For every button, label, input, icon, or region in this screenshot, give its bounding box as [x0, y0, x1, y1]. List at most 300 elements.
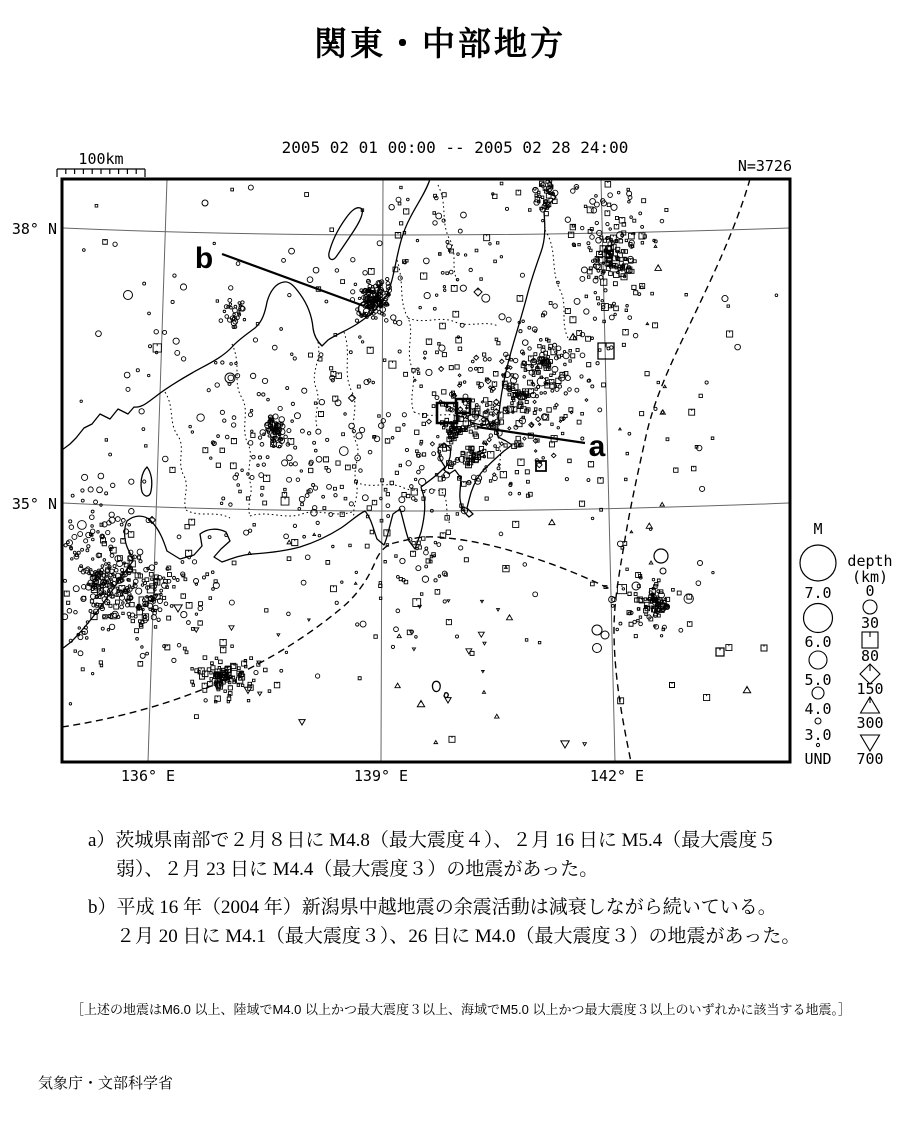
- map-canvas: [62, 179, 790, 762]
- callout-b: [195, 242, 364, 306]
- criteria-note: ［上述の地震はM6.0 以上、陸域でM4.0 以上かつ最大震度３以上、海域でM5.0 以上かつ最大震度３以上のいずれかに該当する地震。］: [70, 1002, 852, 1017]
- earthquake-symbol: [628, 316, 632, 320]
- earthquake-symbol: [475, 249, 478, 252]
- earthquake-symbol: [398, 202, 401, 205]
- earthquake-symbol: [368, 268, 374, 274]
- legend-depth-700: 700: [856, 750, 884, 768]
- earthquake-symbol: [660, 502, 664, 506]
- earthquake-symbol: [181, 561, 184, 564]
- earthquake-symbol: [101, 565, 104, 568]
- earthquake-symbol: [386, 277, 389, 280]
- earthquake-symbol: [326, 561, 330, 565]
- earthquake-symbol: [98, 473, 104, 479]
- earthquake-symbol: [642, 199, 646, 203]
- earthquake-symbol: [66, 541, 69, 544]
- earthquake-symbol: [289, 463, 292, 466]
- earthquake-symbol: [635, 598, 639, 602]
- earthquake-symbol: [136, 638, 139, 641]
- earthquake-symbol: [617, 541, 623, 547]
- earthquake-symbol: [225, 315, 229, 319]
- earthquake-symbol: [191, 680, 194, 683]
- earthquake-symbol: [611, 204, 617, 210]
- earthquake-symbol: [700, 486, 705, 491]
- earthquake-symbol: [186, 621, 190, 625]
- earthquake-symbol: [262, 393, 265, 396]
- earthquake-symbol: [633, 219, 636, 222]
- earthquake-symbol: [467, 459, 470, 462]
- earthquake-symbol: [525, 400, 528, 403]
- earthquake-symbol: [449, 270, 453, 274]
- earthquake-symbol: [640, 412, 644, 416]
- earthquake-symbol: [189, 425, 192, 428]
- earthquake-symbol: [153, 344, 161, 352]
- earthquake-symbol: [78, 651, 83, 656]
- earthquake-symbol: [247, 699, 249, 701]
- earthquake-symbol: [324, 457, 329, 462]
- earthquake-symbol: [446, 620, 451, 625]
- earthquake-symbol: [86, 621, 89, 624]
- earthquake-symbol: [414, 379, 416, 381]
- earthquake-symbol: [288, 438, 294, 444]
- earthquake-symbol: [545, 338, 548, 341]
- earthquake-symbol: [534, 188, 537, 191]
- earthquake-symbol: [160, 593, 162, 595]
- earthquake-symbol: [541, 196, 543, 198]
- earthquake-symbol: [487, 452, 493, 458]
- earthquake-symbol: [266, 423, 268, 425]
- earthquake-symbol: [235, 374, 239, 378]
- earthquake-symbol: [78, 532, 83, 537]
- earthquake-symbol: [449, 366, 453, 370]
- earthquake-symbol: [580, 276, 585, 281]
- earthquake-symbol: [565, 308, 570, 313]
- earthquake-symbol: [361, 341, 363, 343]
- earthquake-symbol: [550, 442, 555, 447]
- earthquake-symbol: [538, 195, 541, 198]
- earthquake-symbol: [525, 639, 528, 642]
- earthquake-symbol: [677, 591, 681, 595]
- earthquake-symbol: [626, 452, 628, 454]
- earthquake-symbol: [208, 536, 211, 539]
- earthquake-symbol: [260, 494, 263, 497]
- earthquake-symbol: [137, 549, 143, 555]
- earthquake-symbol: [453, 462, 456, 465]
- earthquake-symbol: [550, 374, 552, 376]
- earthquake-symbol: [204, 699, 207, 702]
- earthquake-symbol: [231, 423, 235, 427]
- earthquake-symbol: [215, 361, 217, 363]
- earthquake-symbol: [439, 366, 444, 371]
- earthquake-symbol: [646, 523, 652, 528]
- earthquake-symbol: [590, 199, 596, 205]
- earthquake-symbol: [699, 394, 702, 397]
- earthquake-symbol: [394, 627, 399, 632]
- earthquake-symbol: [585, 295, 588, 298]
- earthquake-symbol: [355, 319, 358, 322]
- earthquake-symbol: [162, 577, 164, 579]
- earthquake-symbol: [291, 402, 294, 405]
- prefecture-border-line: [186, 510, 230, 518]
- earthquake-symbol: [456, 278, 459, 281]
- earthquake-symbol: [492, 382, 496, 386]
- legend-depth-30: 30: [860, 614, 880, 632]
- earthquake-symbol: [305, 555, 310, 560]
- earthquake-symbol: [81, 668, 84, 671]
- earthquake-symbol: [282, 492, 286, 496]
- earthquake-symbol: [552, 366, 558, 372]
- earthquake-symbol: [384, 560, 386, 562]
- earthquake-symbol: [670, 683, 675, 688]
- earthquake-symbol: [456, 337, 462, 343]
- earthquake-symbol: [426, 339, 431, 344]
- earthquake-symbol: [148, 374, 150, 376]
- earthquake-symbol: [244, 530, 249, 535]
- earthquake-symbol: [280, 328, 283, 331]
- earthquake-symbol: [74, 650, 76, 652]
- earthquake-symbol: [470, 651, 474, 655]
- earthquake-symbol: [591, 208, 596, 213]
- earthquake-symbol: [653, 323, 658, 328]
- earthquake-symbol: [258, 692, 262, 696]
- earthquake-symbol: [141, 584, 143, 586]
- earthquake-symbol: [228, 298, 232, 302]
- earthquake-symbol: [314, 402, 316, 404]
- earthquake-symbol: [344, 413, 346, 415]
- earthquake-symbol: [641, 242, 643, 244]
- earthquake-symbol: [569, 349, 571, 351]
- earthquake-symbol: [170, 467, 175, 472]
- earthquake-symbol: [536, 361, 539, 364]
- earthquake-symbol: [508, 393, 511, 396]
- earthquake-symbol: [625, 478, 627, 480]
- earthquake-symbol: [301, 503, 304, 506]
- earthquake-symbol: [460, 285, 466, 291]
- earthquake-symbol: [380, 497, 383, 500]
- callout-a-leader-line: [477, 427, 585, 443]
- earthquake-symbol: [652, 578, 655, 581]
- earthquake-symbol: [341, 581, 343, 583]
- earthquake-symbol: [614, 272, 620, 278]
- earthquake-symbol: [203, 688, 207, 692]
- earthquake-symbol: [322, 495, 325, 498]
- prefecture-border-line: [438, 185, 458, 282]
- legend-depth-title-2: (km): [851, 568, 889, 586]
- earthquake-symbol: [609, 228, 611, 230]
- earthquake-symbol: [632, 285, 636, 289]
- earthquake-symbol: [666, 438, 669, 441]
- earthquake-symbol: [395, 683, 400, 688]
- earthquake-symbol: [500, 359, 504, 363]
- earthquake-symbol: [486, 404, 489, 407]
- earthquake-symbol: [490, 412, 493, 415]
- earthquake-symbol: [538, 191, 540, 193]
- earthquake-symbol: [314, 449, 317, 452]
- earthquake-symbol: [360, 621, 366, 627]
- earthquake-symbol: [564, 363, 567, 366]
- earthquake-symbol: [489, 480, 491, 482]
- earthquake-symbol: [219, 319, 223, 323]
- annotation-b-line1: b）平成 16 年（2004 年）新潟県中越地震の余震活動は減衰しながら続いている。: [88, 897, 777, 918]
- earthquake-symbol: [301, 580, 306, 585]
- earthquake-symbol: [128, 585, 130, 587]
- earthquake-symbol: [298, 507, 301, 510]
- earthquake-symbol: [294, 446, 297, 449]
- earthquake-symbol: [412, 648, 415, 651]
- earthquake-symbol: [95, 204, 98, 207]
- earthquake-symbol: [420, 443, 422, 445]
- earthquake-symbol: [422, 576, 428, 582]
- earthquake-symbol: [455, 365, 459, 369]
- earthquake-symbol: [775, 294, 778, 297]
- earthquake-symbol: [349, 423, 355, 429]
- earthquake-symbol: [356, 623, 359, 626]
- earthquake-symbol: [191, 668, 193, 670]
- earthquake-symbol: [472, 399, 475, 402]
- earthquake-symbol: [230, 306, 233, 309]
- earthquake-symbol: [696, 581, 701, 586]
- prefecture-border-line: [397, 260, 414, 412]
- earthquake-symbol: [239, 490, 242, 493]
- trench-line: [614, 179, 750, 762]
- prefecture-border-line: [545, 230, 568, 338]
- earthquake-symbol: [151, 578, 153, 580]
- earthquake-symbol: [232, 561, 236, 565]
- earthquake-symbol: [518, 459, 524, 465]
- earthquake-symbol: [424, 351, 427, 354]
- earthquake-symbol: [230, 463, 236, 469]
- legend-m4-label: 4.0: [804, 700, 832, 718]
- earthquake-symbol: [142, 428, 145, 431]
- earthquake-symbol: [173, 274, 176, 277]
- earthquake-symbol: [547, 356, 550, 359]
- earthquake-symbol: [217, 435, 220, 438]
- earthquake-symbol: [352, 430, 355, 433]
- earthquake-symbol: [391, 315, 396, 320]
- earthquake-symbol: [539, 339, 542, 342]
- earthquake-symbol: [604, 289, 607, 292]
- legend-m5-label: 5.0: [804, 671, 832, 689]
- earthquake-symbol: [210, 457, 212, 459]
- earthquake-symbol: [417, 470, 421, 474]
- earthquake-symbol: [464, 254, 466, 256]
- earthquake-symbol: [124, 372, 130, 378]
- earthquake-symbol: [434, 741, 438, 744]
- earthquake-symbol: [73, 586, 79, 592]
- earthquake-symbol: [316, 456, 322, 462]
- earthquake-symbol: [211, 666, 215, 670]
- earthquake-symbol: [528, 326, 531, 329]
- earthquake-symbol: [551, 423, 553, 425]
- earthquake-symbol: [488, 401, 492, 405]
- earthquake-symbol: [175, 350, 180, 355]
- earthquake-symbol: [256, 323, 259, 326]
- earthquake-symbol: [442, 426, 444, 428]
- earthquake-symbol: [495, 338, 498, 341]
- earthquake-symbol: [587, 479, 590, 482]
- earthquake-symbol: [210, 672, 212, 674]
- earthquake-symbol: [665, 208, 668, 211]
- earthquake-symbol: [220, 448, 224, 452]
- earthquake-symbol: [113, 242, 117, 246]
- earthquake-symbol: [263, 501, 267, 505]
- earthquake-symbol: [73, 551, 76, 554]
- earthquake-symbol: [92, 558, 94, 560]
- earthquake-symbol: [133, 555, 137, 559]
- earthquake-symbol: [544, 365, 547, 368]
- earthquake-symbol: [210, 678, 213, 681]
- earthquake-symbol: [587, 363, 591, 367]
- earthquake-symbol: [494, 260, 497, 263]
- earthquake-symbol: [329, 513, 333, 517]
- earthquake-symbol: [498, 463, 500, 465]
- prefecture-border-line: [250, 512, 352, 516]
- earthquake-symbol: [225, 435, 229, 439]
- earthquake-symbol: [327, 484, 332, 489]
- earthquake-symbol: [384, 488, 387, 491]
- legend-m3-label: 3.0: [804, 726, 832, 744]
- earthquake-symbol: [81, 499, 84, 502]
- earthquake-symbol: [518, 492, 521, 495]
- earthquake-symbol: [581, 226, 584, 229]
- earthquake-symbol: [590, 249, 592, 251]
- earthquake-symbol: [97, 487, 103, 493]
- earthquake-symbol: [581, 437, 584, 440]
- earthquake-symbol: [91, 588, 94, 591]
- earthquake-symbol: [657, 381, 659, 383]
- earthquake-symbol: [80, 400, 82, 402]
- earthquake-symbol: [138, 661, 143, 666]
- earthquake-symbol: [397, 320, 402, 325]
- earthquake-symbol: [420, 593, 422, 595]
- earthquake-symbol: [576, 349, 579, 352]
- earthquake-symbol: [224, 305, 228, 309]
- earthquake-symbol: [536, 417, 541, 422]
- earthquake-symbol: [493, 372, 498, 377]
- earthquake-symbol: [100, 664, 102, 666]
- earthquake-symbol: [511, 374, 513, 376]
- earthquake-symbol: [458, 229, 462, 233]
- earthquake-symbol: [397, 575, 400, 578]
- earthquake-symbol: [679, 628, 683, 632]
- earthquake-symbol: [570, 411, 573, 414]
- earthquake-symbol: [495, 714, 500, 718]
- earthquake-symbol: [395, 555, 397, 557]
- earthquake-symbol: [299, 720, 305, 725]
- earthquake-symbol: [181, 357, 185, 361]
- earthquake-symbol: [128, 523, 131, 526]
- scale-bar-ruler: [57, 169, 145, 177]
- earthquake-symbol: [478, 632, 484, 637]
- earthquake-symbol: [568, 459, 571, 462]
- earthquake-symbol: [735, 344, 741, 350]
- earthquake-symbol: [139, 409, 144, 414]
- earthquake-symbol: [120, 523, 123, 526]
- earthquake-symbol: [176, 578, 179, 581]
- earthquake-symbol: [230, 363, 233, 366]
- earthquake-symbol: [287, 455, 293, 461]
- earthquake-symbol: [231, 645, 234, 648]
- earthquake-symbol: [516, 190, 521, 195]
- earthquake-symbol: [250, 475, 254, 479]
- earthquake-symbol: [660, 219, 664, 223]
- earthquake-symbol: [263, 475, 269, 481]
- earthquake-symbol: [538, 423, 540, 425]
- earthquake-symbol: [535, 194, 537, 196]
- earthquake-symbol: [140, 653, 145, 658]
- graticule: [62, 179, 790, 762]
- earthquake-symbol: [411, 551, 416, 556]
- earthquake-symbol: [629, 233, 635, 239]
- earthquake-symbol: [580, 332, 585, 337]
- earthquake-symbol: [148, 345, 151, 348]
- earthquake-symbol: [588, 246, 590, 248]
- earthquake-symbol: [410, 485, 414, 489]
- earthquake-symbol: [641, 225, 644, 228]
- earthquake-symbol: [69, 520, 72, 523]
- earthquake-symbol: [71, 558, 73, 560]
- earthquake-symbol: [631, 245, 633, 247]
- earthquake-symbol: [362, 495, 368, 501]
- earthquake-symbol: [549, 519, 555, 524]
- earthquake-symbol: [323, 507, 326, 510]
- earthquake-symbol: [628, 201, 631, 204]
- earthquake-symbol: [284, 435, 287, 438]
- earthquake-symbol: [125, 603, 129, 607]
- earthquake-symbol: [238, 302, 241, 305]
- earthquake-symbol: [339, 447, 348, 456]
- earthquake-symbol: [626, 305, 629, 308]
- earthquake-symbol: [391, 436, 394, 439]
- earthquake-symbol: [433, 212, 436, 215]
- earthquake-symbol: [284, 488, 286, 490]
- earthquake-symbol: [136, 588, 142, 594]
- earthquake-symbol: [605, 211, 610, 216]
- earthquake-symbol: [167, 573, 171, 577]
- earthquake-symbol: [89, 609, 92, 612]
- grid-line: [381, 179, 383, 762]
- earthquake-symbol: [469, 430, 472, 433]
- earthquake-symbol: [614, 224, 619, 229]
- earthquake-symbol: [435, 396, 439, 400]
- earthquake-symbol: [416, 239, 418, 241]
- earthquake-symbol: [99, 661, 102, 664]
- earthquake-symbol: [598, 408, 602, 412]
- earthquake-symbol: [417, 372, 419, 374]
- earthquake-symbol: [248, 682, 252, 686]
- earthquake-symbol: [177, 643, 181, 647]
- earthquake-symbol: [614, 306, 619, 311]
- earthquake-symbol: [557, 427, 559, 429]
- annotation-a-line2: 弱）、２月 23 日に M4.4（最大震度３）の地震があった。: [116, 859, 599, 880]
- earthquake-symbol: [335, 269, 339, 273]
- earthquake-symbol: [651, 292, 654, 295]
- earthquake-symbol: [233, 308, 238, 313]
- earthquake-symbol: [349, 502, 353, 506]
- legend: [800, 520, 893, 768]
- earthquake-symbol: [188, 556, 191, 559]
- earthquake-symbol: [375, 317, 378, 320]
- earthquake-symbol: [480, 278, 482, 280]
- earthquake-symbol: [258, 436, 261, 439]
- earthquake-symbol: [300, 470, 302, 472]
- earthquake-symbol: [436, 351, 439, 354]
- earthquake-symbol: [471, 360, 474, 363]
- earthquake-symbol: [74, 610, 78, 614]
- earthquake-symbol: [278, 406, 282, 410]
- earthquake-symbol: [183, 647, 186, 650]
- earthquake-symbol: [419, 478, 426, 485]
- earthquake-symbol: [402, 413, 406, 417]
